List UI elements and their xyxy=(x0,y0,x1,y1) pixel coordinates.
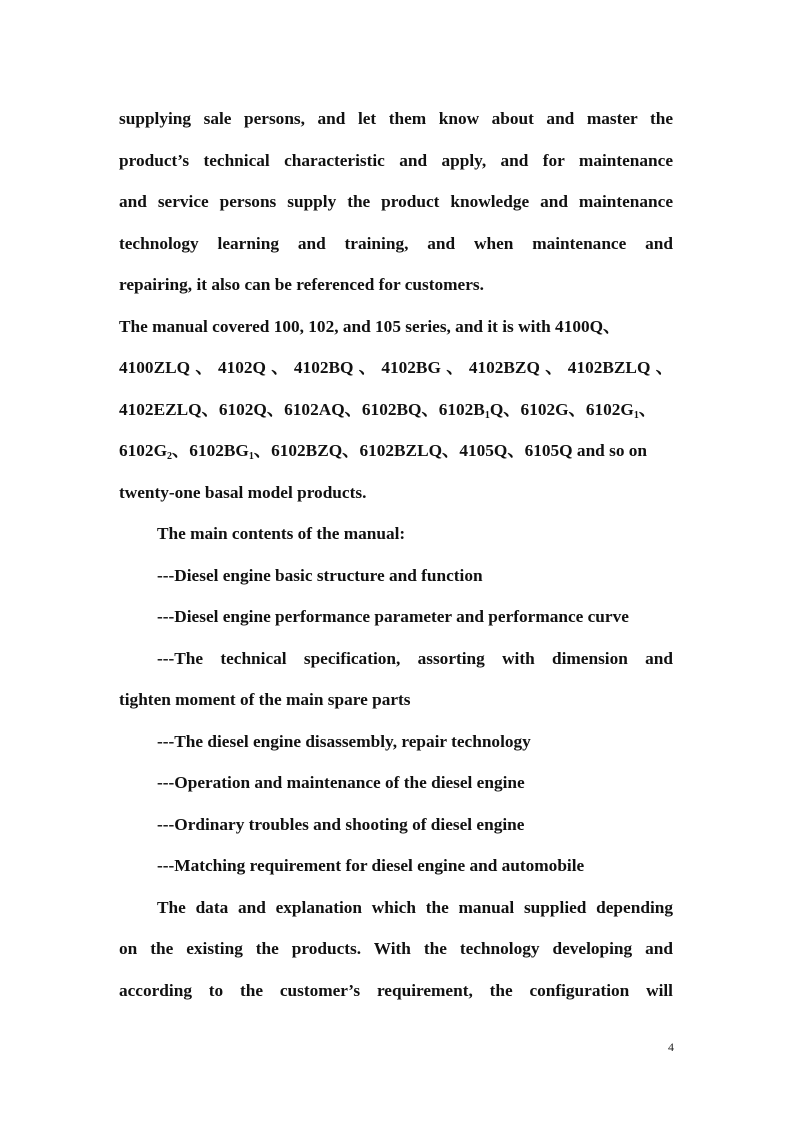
text-line-20: The data and explanation which the manual supplied depending xyxy=(157,897,673,917)
page-number: 4 xyxy=(668,1040,674,1054)
text-line-8-part-b: Q、6102G、6102G xyxy=(489,399,634,419)
list-item-continuation: tighten moment of the main spare parts xyxy=(119,690,411,709)
subscript: 1 xyxy=(248,451,254,462)
text-line-21: on the existing the products. With the technology developing and xyxy=(119,939,673,958)
text-line-3: and service persons supply the product knowledge and maintenance xyxy=(119,192,673,211)
text-line-9-part-b: 、6102BG xyxy=(172,441,249,460)
subscript: 1 xyxy=(633,409,639,421)
text-line-6: The manual covered 100, 102, and 105 series, and it is with 4100Q、 xyxy=(119,316,621,336)
text-line-22: according to the customer’s requirement, the configuration will xyxy=(119,980,673,1000)
text-line-9 xyxy=(119,430,673,472)
list-item: ---Diesel engine basic structure and function xyxy=(157,565,483,585)
text-line-5: repairing, it also can be referenced for customers. xyxy=(119,275,484,294)
list-item: ---Diesel engine performance parameter and performance curve xyxy=(157,607,629,626)
text-line-8 xyxy=(119,389,673,431)
text-line-10: twenty-one basal model products. xyxy=(119,482,367,502)
list-item: ---The technical specification, assorting with dimension and xyxy=(157,648,673,668)
subscript: 2 xyxy=(167,451,173,462)
text-line-8-part-c: 、 xyxy=(638,399,657,419)
text-line-1: supplying sale persons, and let them know about and master the xyxy=(119,109,673,128)
text-line-9-part-a: 6102G xyxy=(119,441,168,460)
text-line-7: 4100ZLQ、4102Q、4102BQ、4102BG、4102BZQ、4102BZLQ、 xyxy=(119,358,673,377)
list-item: ---Operation and maintenance of the diesel engine xyxy=(157,773,525,792)
text-line-9-part-c: 、6102BZQ、6102BZLQ、4105Q、6105Q and so on xyxy=(253,441,648,460)
subscript: 1 xyxy=(484,409,490,421)
text-line-2: product’s technical characteristic and apply, and for maintenance xyxy=(119,150,673,170)
body-text xyxy=(119,98,673,1011)
text-line-4: technology learning and training, and when maintenance and xyxy=(119,233,673,253)
section-heading: The main contents of the manual: xyxy=(157,524,406,543)
list-item: ---The diesel engine disassembly, repair technology xyxy=(157,731,531,751)
text-line-8-part-a: 4102EZLQ、6102Q、6102AQ、6102BQ、6102B xyxy=(119,399,485,419)
list-item: ---Ordinary troubles and shooting of diesel engine xyxy=(157,814,525,834)
list-item: ---Matching requirement for diesel engine and automobile xyxy=(157,856,585,875)
